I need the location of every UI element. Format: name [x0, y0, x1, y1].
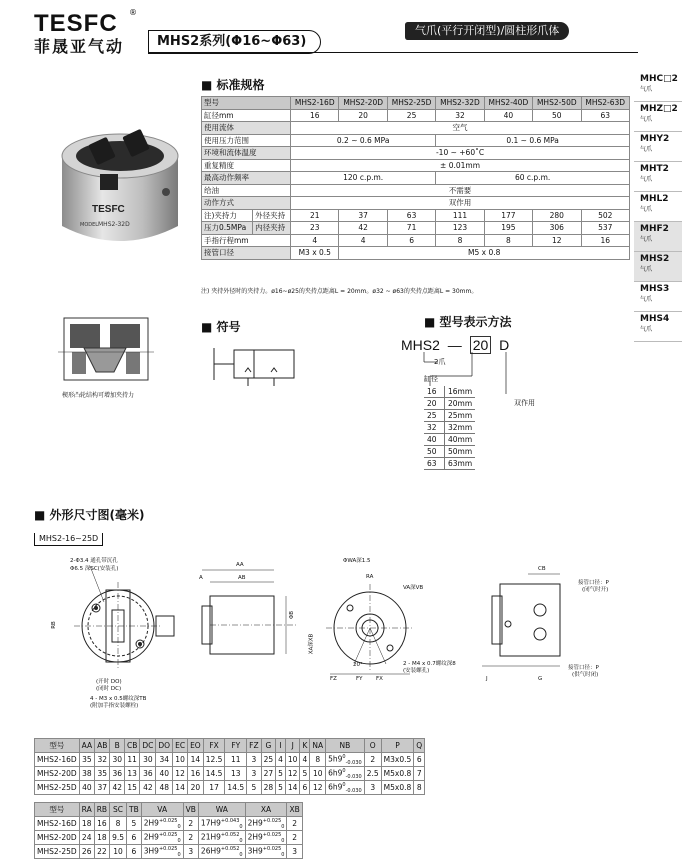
ra-label: RA — [366, 574, 374, 580]
model-code-bore: 20 — [470, 336, 492, 354]
wedge-cam-caption: 楔形凸轮结构可增加夹持力 — [62, 392, 135, 399]
sidenav-item-mhz2[interactable]: MHZ□2 气爪 — [634, 102, 682, 132]
dimension-table-1: 型号 AA AB B CB DC DO EC EO FX FY FZ G I J K NA NB O P Q MHS2-16D 35 32 30 11 30 34 10 14 12.5 11 3 25 4 10 4 8 $5h9^0_{-0.030}$ 2 M3x0.5 6 MHS2-20D 38 35 36 13 36 40 12 16 14.5 13 3 27 5 12 5 10 $6h9^0_{-0.030}$ 2.5 M5x0.8 7 MHS2-25D 40 37 42 15 42 48 14 20 17 14.5 5 28 5 14 6 12 $6h9^0_{-0.030}$ 3 M5x0.8 8 — [34, 738, 425, 795]
product-model-text: MHS2-32D — [98, 221, 130, 228]
pneumatic-symbol — [208, 344, 298, 388]
port-open-label: 接管口径：P — [568, 665, 599, 671]
sidenav-item-mhs2[interactable]: MHS2 气爪 — [634, 252, 682, 282]
b-label: ΦB — [289, 610, 296, 620]
front-counterbore-label: Φ6.5 深SC(安装孔) — [70, 566, 119, 572]
port-view-drawing — [478, 566, 588, 676]
table-row: MHS2-20D 38 35 36 13 36 40 12 16 14.5 13 3 27 5 12 5 10 $6h9^0_{-0.030}$ 2.5 M5x0.8 7 — [35, 767, 425, 781]
aa-label: AA — [236, 562, 244, 568]
category-tag: 气爪(平行开闭型)/圆柱形爪体 — [405, 22, 569, 40]
port-open-sub-label: (供气时闭) — [572, 672, 599, 678]
product-model-label: MODEL — [80, 222, 99, 228]
port-close-sub-label: (闭气时开) — [582, 587, 609, 593]
spec-section-title: ■ 标准规格 — [201, 78, 265, 92]
model-code-section-title: ■ 型号表示方法 — [424, 315, 512, 329]
table-row: MHS2-16D 35 32 30 11 30 34 10 14 12.5 11 3 25 4 10 4 8 $5h9^0_{-0.030}$ 2 M3x0.5 6 — [35, 753, 425, 767]
symbol-section-title: ■ 符号 — [201, 320, 241, 334]
ab-label: AB — [238, 575, 246, 581]
model-code-action: 双作用 — [514, 399, 535, 407]
table-row: MHS2-20D 24 18 9.5 6 $2H9^{+0.025}_0$ 2 $21H9^{+0.052}_0$ $2H9^{+0.025}_0$ 2 — [35, 831, 303, 845]
spec-table: 型号 MHS2-16D MHS2-20D MHS2-25D MHS2-32D MHS2-40D MHS2-50D MHS2-63D 缸径mm 16 20 25 32 40 50 63 使用流体 空气 使用压力范围 0.2 ~ 0.6 MPa 0.1 ~ 0.6 MPa 环境和流体温度 -10 ~ +60˚C 重复精度 ± 0.01mm 最高动作频率 120 c.p.m. 60 c.p.m. 给油 不需要 动作方式 双作用 注)夹持力 外径夹持 21 37 63 111 177 280 502 压力0.5MPa 内径夹持 23 42 71 123 195 306 537 手指行程mm 4 4 6 8 8 12 16 接管口径 M3 x 0.5 M5 x 0.8 — [201, 96, 630, 260]
product-brand-text: TESFC — [92, 204, 125, 215]
vb-label: VA深VB — [403, 585, 424, 591]
rb-label: RB — [50, 621, 57, 629]
table-row: MHS2-25D 26 22 10 6 $3H9^{+0.025}_0$ 3 $26H9^{+0.052}_0$ $3H9^{+0.025}_0$ 3 — [35, 845, 303, 859]
table-row: MHS2-25D 40 37 42 15 42 48 14 20 17 14.5 5 28 5 14 6 12 $6h9^0_{-0.030}$ 3 M5x0.8 8 — [35, 781, 425, 795]
drawing-section-title: ■ 外形尺寸图(毫米) — [34, 508, 145, 522]
brand-logo: TESFC — [34, 10, 118, 37]
model-code-bore-label: 缸径 — [424, 375, 438, 383]
fy-label: FY — [356, 676, 363, 682]
close-label: (闭时 DC) — [96, 686, 122, 692]
product-photo — [56, 116, 184, 256]
wedge-cam-diagram — [54, 312, 158, 388]
header-divider — [148, 52, 638, 53]
model-code-dash: — — [447, 337, 462, 353]
series-sidenav — [634, 72, 682, 342]
sidenav-item-mhf2[interactable]: MHF2 气爪 — [634, 222, 682, 252]
sidenav-item-mhc2[interactable]: MHC□2 气爪 — [634, 72, 682, 102]
spec-note: 注) 夹持外径时的夹持力。ø16~ø25的夹持点距离L = 20mm。ø32 ~ ø63的夹持点距离L = 30mm。 — [201, 288, 478, 295]
mount-tap-label: 2 - M4 x 0.7螺纹深8 — [403, 661, 456, 667]
registered-mark: ® — [129, 8, 137, 17]
j-label: J — [486, 676, 488, 682]
table-row: MHS2-16D 18 16 8 5 $2H9^{+0.025}_0$ 2 $17H9^{+0.043}_0$ $2H9^{+0.025}_0$ 2 — [35, 817, 303, 831]
mount-tap-sub-label: (安装螺孔) — [403, 668, 430, 674]
open-label: (开时 DO) — [96, 679, 122, 685]
sidenav-item-mhs4[interactable]: MHS4 气爪 — [634, 312, 682, 342]
front-hole-label: 2-Φ3.4 通孔带沉孔 — [70, 558, 118, 564]
tap-sub-label: (附加手指安装螺栓) — [90, 703, 139, 709]
tap-label: 4 - M3 x 0.5螺纹深TB — [90, 696, 147, 702]
brand-chinese-name: 菲晟亚气动 — [34, 37, 125, 56]
drawing-subtitle: MHS2-16~25D — [34, 533, 103, 546]
sidenav-item-mhy2[interactable]: MHY2 气爪 — [634, 132, 682, 162]
sidenav-item-mhs3[interactable]: MHS3 气爪 — [634, 282, 682, 312]
model-code-suffix: D — [499, 337, 510, 353]
xa-label: XA深XB — [308, 633, 315, 655]
sidenav-item-mht2[interactable]: MHT2 气爪 — [634, 162, 682, 192]
cb-label: CB — [538, 566, 546, 572]
series-title: MHS2系列(Φ16~Φ63) — [148, 30, 321, 54]
dimension-table-2: 型号 RA RB SC TB VA VB WA XA XB MHS2-16D 18 16 8 5 $2H9^{+0.025}_0$ 2 $17H9^{+0.043}_0$ $2H9^{+0.025}_0$ 2 MHS2-20D 24 18 9.5 6 $2H9^{+0.025}_0$ 2 $21H9^{+0.052}_0$ $2H9^{+0.025}_0$ 2 MHS2-25D 26 22 10 6 $3H9^{+0.025}_0$ 3 $26H9^{+0.052}_0$ $3H9^{+0.025}_0$ 3 — [34, 802, 303, 859]
g-label: G — [538, 676, 543, 682]
model-code-prefix: MHS2 — [401, 337, 440, 353]
model-code-claws: 2爪 — [434, 358, 446, 366]
sidenav-item-mhl2[interactable]: MHL2 气爪 — [634, 192, 682, 222]
angle-label: 20° — [353, 662, 363, 668]
bore-table: 16 16mm 20 20mm 25 25mm 32 32mm 40 40mm 50 50mm 63 63mm — [424, 386, 475, 470]
wa-label: ΦWA深1.5 — [343, 558, 371, 564]
port-close-label: 接管口径：P — [578, 580, 609, 586]
fx-label: FX — [376, 676, 383, 682]
fz-label: FZ — [330, 676, 337, 682]
a-label: A — [199, 575, 203, 581]
